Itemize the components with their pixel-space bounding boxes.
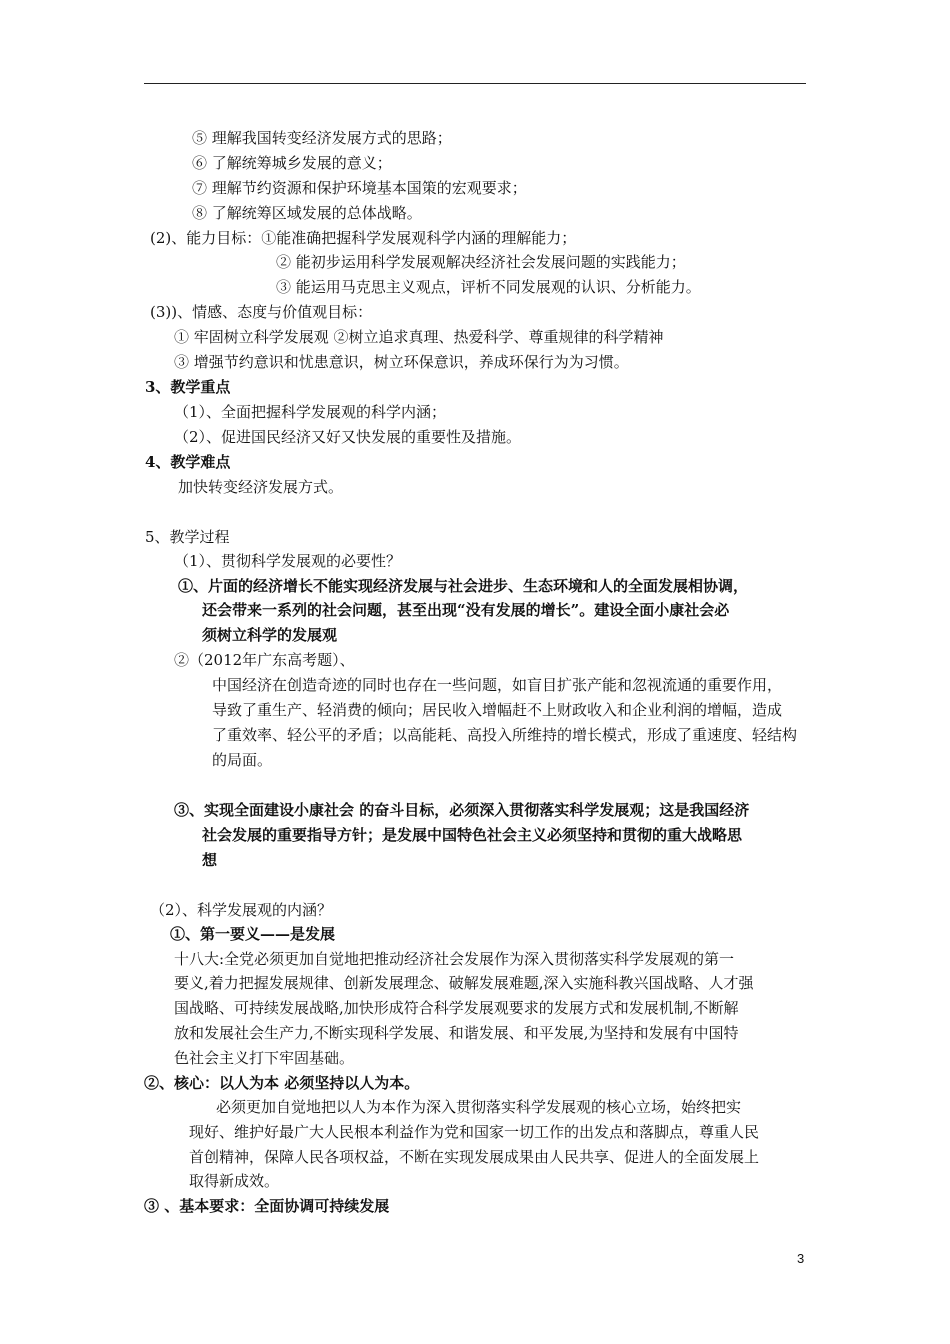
heading-line: 想 bbox=[202, 851, 218, 869]
text-line: 取得新成效。 bbox=[189, 1172, 280, 1190]
header-rule bbox=[144, 83, 806, 84]
text-line: 放和发展社会生产力,不断实现科学发展、和谐发展、和平发展,为坚持和发展有中国特 bbox=[174, 1024, 739, 1042]
text-line: （1）、贯彻科学发展观的必要性？ bbox=[174, 552, 402, 570]
text-line: 导致了重生产、轻消费的倾向；居民收入增幅赶不上财政收入和企业利润的增幅，造成 bbox=[212, 701, 783, 719]
text-line: ⑧ 了解统筹区域发展的总体战略。 bbox=[192, 204, 422, 222]
text-line: 现好、维护好最广大人民根本利益作为党和国家一切工作的出发点和落脚点，尊重人民 bbox=[189, 1123, 760, 1141]
text-line: (3))、情感、态度与价值观目标： bbox=[150, 303, 373, 321]
heading-line: 4、教学难点 bbox=[145, 453, 231, 471]
heading-line: ①、第一要义——是发展 bbox=[170, 925, 336, 943]
text-line: 要义,着力把握发展规律、创新发展理念、破解发展难题,深入实施科教兴国战略、人才强 bbox=[174, 974, 754, 992]
heading-line: 社会发展的重要指导方针；是发展中国特色社会主义必须坚持和贯彻的重大战略思 bbox=[202, 826, 743, 844]
heading-line: 3、教学重点 bbox=[145, 378, 231, 396]
text-line: 加快转变经济发展方式。 bbox=[178, 478, 344, 496]
text-line: 首创精神，保障人民各项权益，不断在实现发展成果由人民共享、促进人的全面发展上 bbox=[189, 1148, 760, 1166]
text-line: 中国经济在创造奇迹的同时也存在一些问题，如盲目扩张产能和忽视流通的重要作用， bbox=[212, 676, 783, 694]
heading-line: 还会带来一系列的社会问题，甚至出现“没有发展的增长”。建设全面小康社会必 bbox=[202, 601, 730, 619]
heading-line: ①、片面的经济增长不能实现经济发展与社会进步、生态环境和人的全面发展相协调， bbox=[178, 577, 749, 595]
text-line: 十八大:全党必须更加自觉地把推动经济社会发展作为深入贯彻落实科学发展观的第一 bbox=[174, 950, 735, 968]
text-line: (2)、能力目标：①能准确把握科学发展观科学内涵的理解能力； bbox=[150, 229, 577, 247]
text-line: ③ 增强节约意识和忧患意识，树立环保意识，养成环保行为为习惯。 bbox=[174, 353, 629, 371]
text-line: 了重效率、轻公平的矛盾；以高能耗、高投入所维持的增长模式，形成了重速度、轻结构 bbox=[212, 726, 798, 744]
text-line: （2）、促进国民经济又好又快发展的重要性及措施。 bbox=[174, 428, 522, 446]
text-line: （2）、科学发展观的内涵？ bbox=[150, 901, 333, 919]
text-line: ① 牢固树立科学发展观 ②树立追求真理、热爱科学、尊重规律的科学精神 bbox=[174, 328, 664, 346]
text-line: ③ 能运用马克思主义观点，评析不同发展观的认识、分析能力。 bbox=[276, 278, 701, 296]
heading-line: ②、核心：以人为本 必须坚持以人为本。 bbox=[144, 1074, 420, 1092]
text-line: ⑤ 理解我国转变经济发展方式的思路； bbox=[192, 129, 452, 147]
text-line: ⑥ 了解统筹城乡发展的意义； bbox=[192, 154, 392, 172]
heading-line: ③、实现全面建设小康社会 的奋斗目标，必须深入贯彻落实科学发展观；这是我国经济 bbox=[174, 801, 750, 819]
text-line: ②（2012年广东高考题）、 bbox=[174, 651, 355, 669]
heading-line: ③ 、基本要求：全面协调可持续发展 bbox=[144, 1197, 390, 1215]
text-line: （1）、全面把握科学发展观的科学内涵； bbox=[174, 403, 447, 421]
text-line: ⑦ 理解节约资源和保护环境基本国策的宏观要求； bbox=[192, 179, 527, 197]
page-number: 3 bbox=[797, 1251, 805, 1266]
heading-line: 须树立科学的发展观 bbox=[202, 626, 338, 644]
text-line: 必须更加自觉地把以人为本作为深入贯彻落实科学发展观的核心立场，始终把实 bbox=[216, 1098, 742, 1116]
text-line: 国战略、可持续发展战略,加快形成符合科学发展观要求的发展方式和发展机制,不断解 bbox=[174, 999, 739, 1017]
text-line: 的局面。 bbox=[212, 751, 273, 769]
text-line: 5、教学过程 bbox=[145, 528, 230, 546]
text-line: ② 能初步运用科学发展观解决经济社会发展问题的实践能力； bbox=[276, 253, 686, 271]
text-line: 色社会主义打下牢固基础。 bbox=[174, 1049, 355, 1067]
